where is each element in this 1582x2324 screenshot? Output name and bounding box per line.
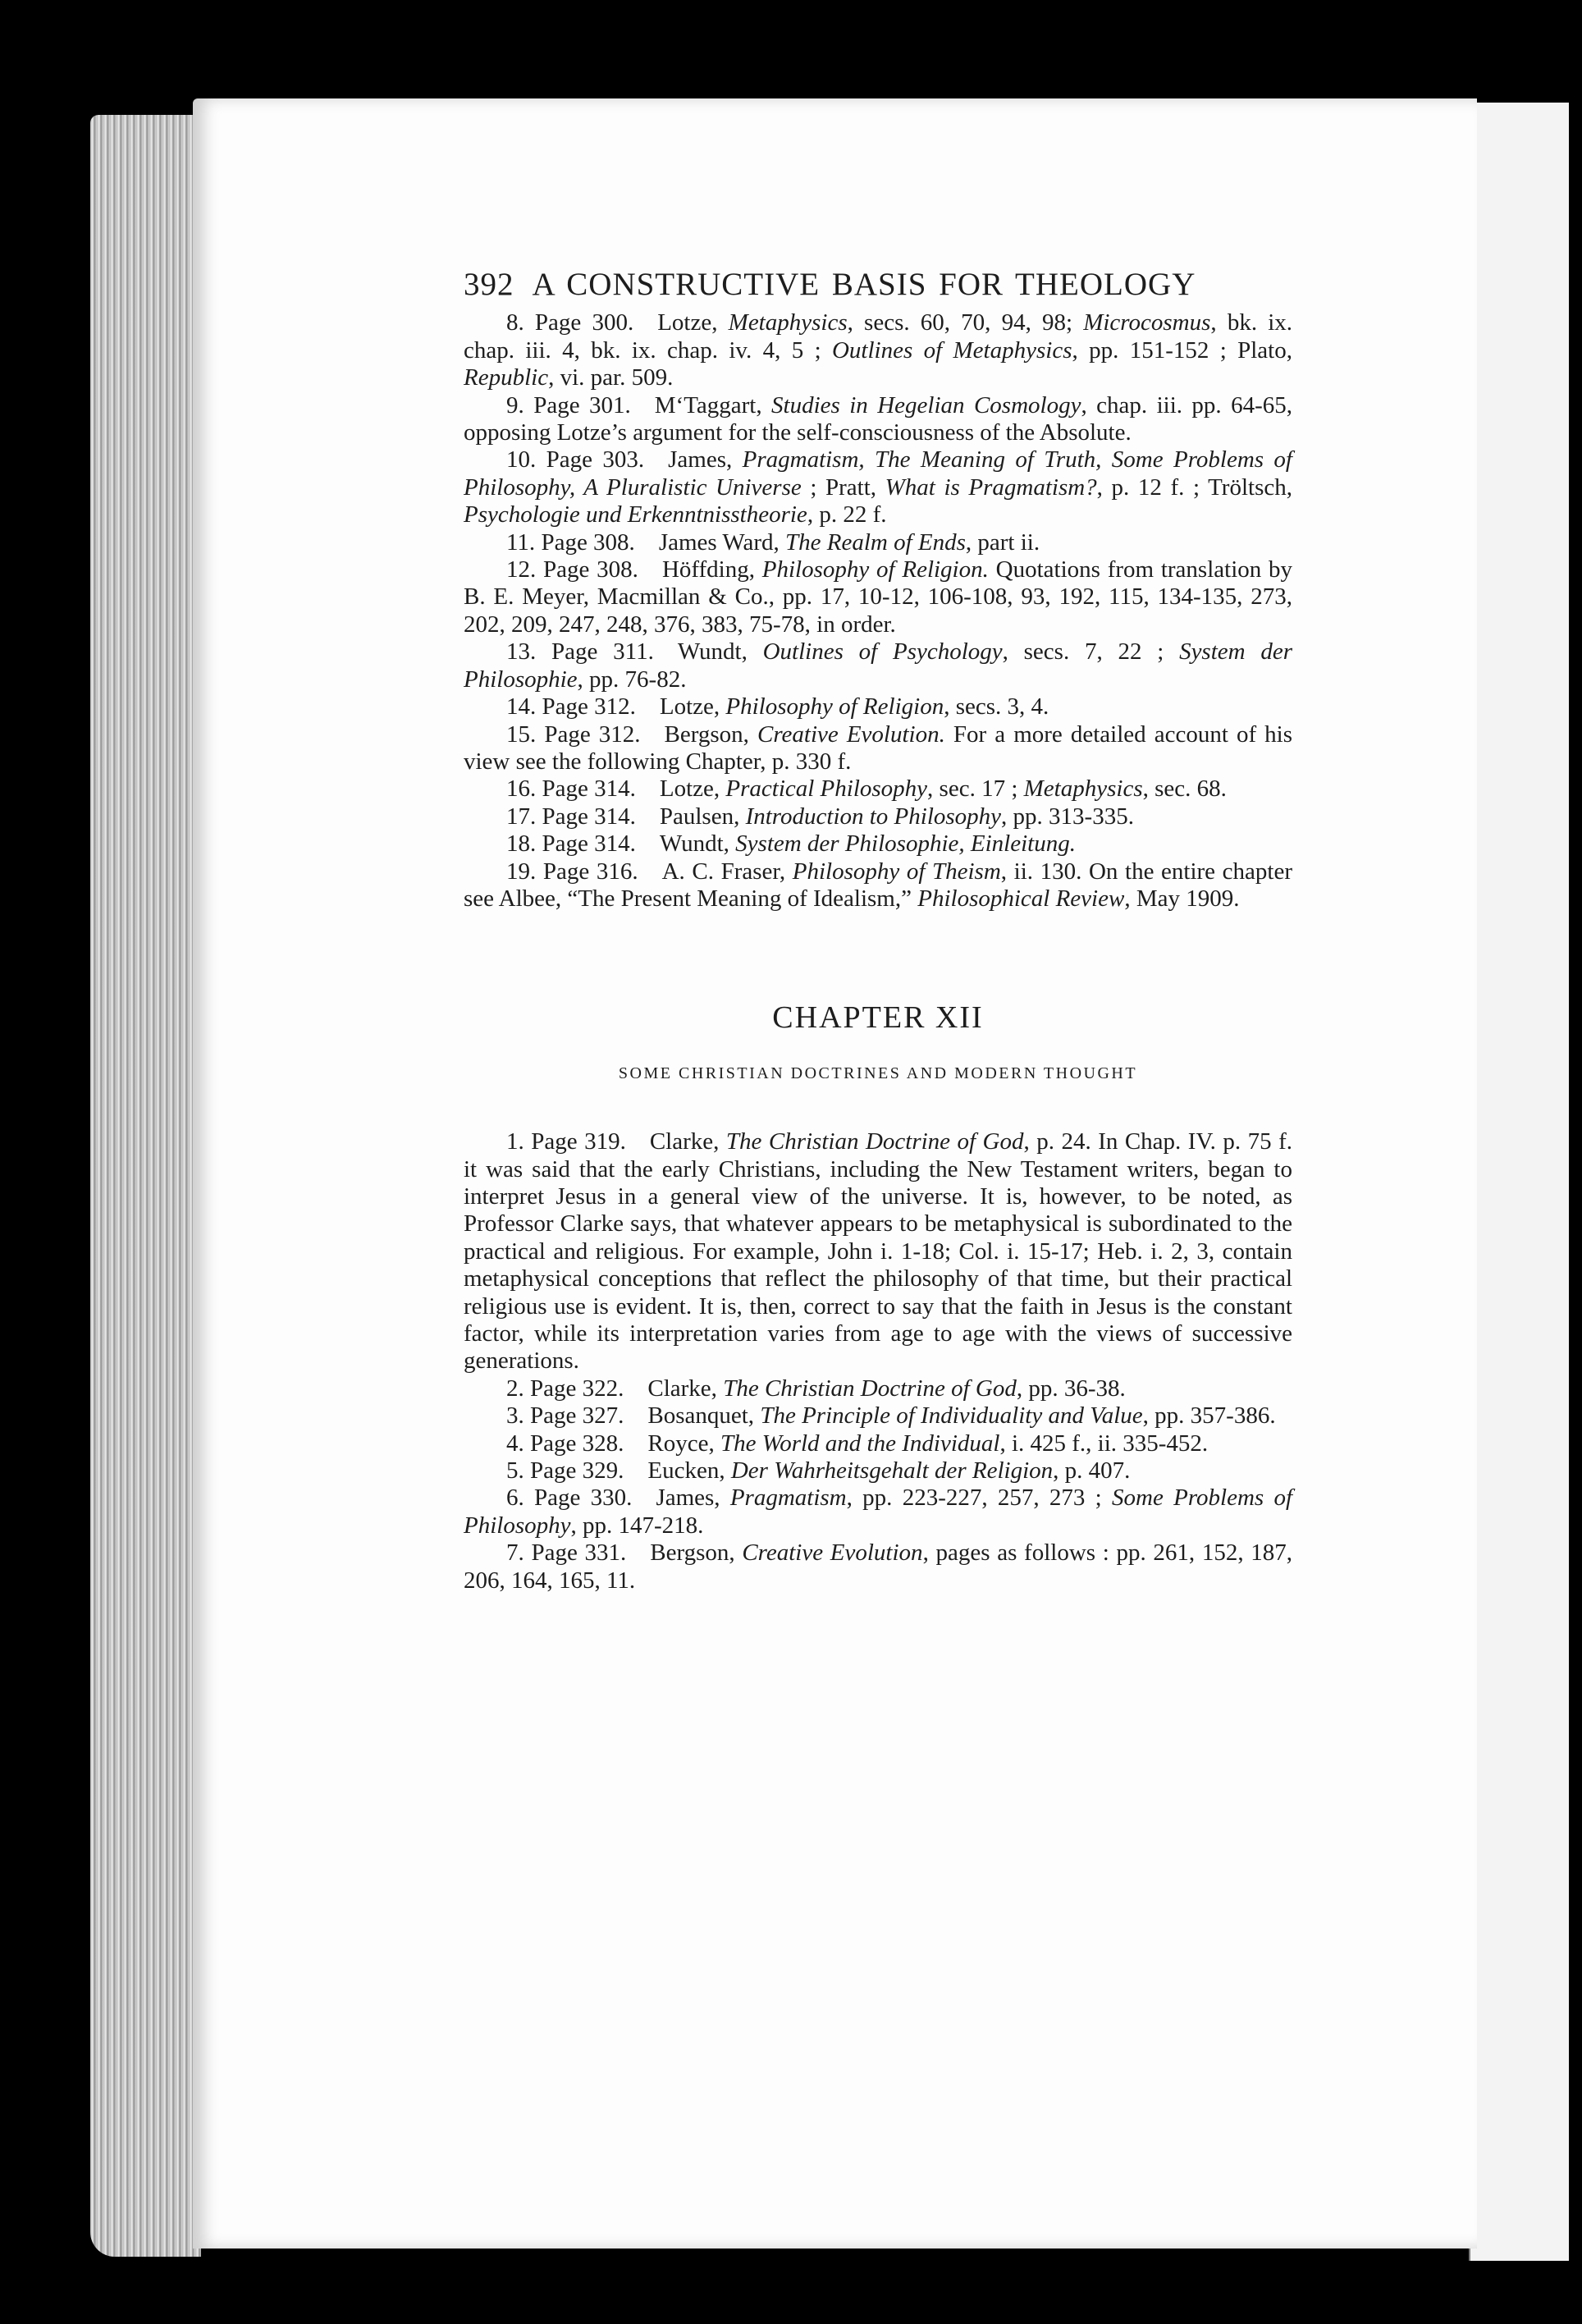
note-page-ref: Page 314.: [542, 803, 636, 830]
note-text: James,: [668, 446, 743, 473]
note-work-title: Studies in Hegelian Cosmology: [771, 391, 1081, 419]
note-number: 7.: [506, 1539, 524, 1567]
note-page-ref: Page 312.: [544, 721, 641, 748]
note-page-ref: Page 300.: [534, 309, 634, 336]
note-text: Bergson,: [664, 721, 757, 748]
note-text: , pp. 36-38.: [1016, 1375, 1126, 1402]
note-work-title: Metaphysics: [1023, 775, 1143, 803]
note-text: Eucken,: [647, 1457, 731, 1485]
note-text: , i. 425 f., ii. 335-452.: [999, 1430, 1209, 1457]
note-text: Lotze,: [659, 775, 726, 803]
note-text: , part ii.: [965, 528, 1040, 556]
note-item: [464, 309, 1292, 391]
note-number: 4.: [506, 1430, 524, 1457]
note-work-title: Republic: [464, 364, 549, 391]
note-text: M‘Taggart,: [654, 391, 772, 419]
note-work-title: What is Pragmatism?: [885, 473, 1097, 501]
note-item: [464, 830, 1292, 858]
note-page-ref: Page 331.: [531, 1539, 627, 1567]
note-item: [464, 775, 1292, 803]
note-number: 18.: [506, 830, 537, 858]
note-item: [464, 1128, 1292, 1375]
note-page-ref: Page 308.: [541, 528, 635, 556]
chapter-title: CHAPTER XII: [772, 1000, 984, 1036]
note-number: 10.: [506, 446, 537, 473]
note-number: 13.: [506, 638, 537, 666]
note-item: [464, 1430, 1292, 1457]
note-work-title: The Christian Doctrine of God: [725, 1128, 1024, 1155]
note-page-ref: Page 312.: [542, 693, 636, 721]
note-item: [464, 1457, 1292, 1485]
note-number: 2.: [506, 1375, 524, 1402]
note-number: 5.: [506, 1457, 524, 1485]
note-page-ref: Page 308.: [543, 556, 638, 583]
note-work-title: The Christian Doctrine of God: [723, 1375, 1017, 1402]
note-number: 11.: [506, 528, 536, 556]
note-work-title: Some Problems of Philosophy: [464, 1485, 1293, 1539]
note-text: , pp. 223-227, 257, 273 ;: [846, 1485, 1113, 1512]
note-work-title: The World and the Individual: [720, 1430, 1000, 1457]
note-work-title: Creative Evolution.: [757, 721, 945, 748]
note-number: 6.: [506, 1485, 524, 1512]
note-text: Bergson,: [650, 1539, 743, 1567]
note-item: [464, 1539, 1292, 1594]
note-page-ref: Page 330.: [534, 1485, 633, 1512]
note-page-ref: Page 314.: [542, 775, 636, 803]
note-page-ref: Page 322.: [530, 1375, 624, 1402]
facing-page-edge: [1469, 103, 1569, 2261]
note-text: , p. 24. In Chap. IV. p. 75 f. it was said that the early Christians, including the New Testament writers, began to interpret Jesus in a general view of the universe. It is, however, to be noted, as Professor Clarke says, that whatever appears to be metaphysical is subordinated to the practical and religious. For example, John i. 1-18; Col. i. 15-17; Heb. i. 2, 3, contain metaphysical conceptions that reflect the philosophy of that time, but their practical religious use is evident. It is, then, correct to say that the faith in Jesus is the constant factor, while its interpretation varies from age to age with the views of successive generations.: [464, 1128, 1293, 1375]
note-text: , chap. iii. pp. 64-65, opposing Lotze’s argument for the self-consciousness of the Absolute.: [464, 391, 1293, 446]
note-number: 12.: [506, 556, 537, 583]
note-work-title: Philosophical Review: [917, 885, 1125, 912]
note-work-title: Outlines of Psychology: [762, 638, 1003, 666]
note-text: , p. 407.: [1053, 1457, 1131, 1485]
note-number: 19.: [506, 858, 537, 885]
note-text: , pp. 76-82.: [577, 666, 687, 693]
note-text: Paulsen,: [659, 803, 746, 830]
note-work-title: The Realm of Ends: [785, 528, 966, 556]
note-text: Quotations from translation by B. E. Meyer, Macmillan & Co., pp. 17, 10-12, 106-108, 93, 192, 115, 134-135, 273, 202, 209, 247, 248, 376, 383, 75-78, in order.: [464, 556, 1293, 638]
note-number: 9.: [506, 391, 524, 419]
note-work-title: Pragmatism, The Meaning of Truth, Some Problems of Philosophy, A Pluralistic Universe: [464, 446, 1292, 501]
note-work-title: Philosophy of Theism: [792, 858, 1001, 885]
note-text: , sec. 68.: [1142, 775, 1227, 803]
note-text: Bosanquet,: [647, 1402, 761, 1430]
note-page-ref: Page 328.: [530, 1430, 624, 1457]
note-work-title: System der Philosophie: [464, 638, 1293, 693]
note-page-ref: Page 319.: [531, 1128, 626, 1155]
note-item: [464, 721, 1292, 776]
note-item: [464, 392, 1292, 447]
note-item: [464, 858, 1292, 913]
note-text: , pp. 151-152 ; Plato,: [1072, 336, 1292, 364]
note-text: ; Pratt,: [801, 473, 885, 501]
note-text: Höffding,: [661, 556, 762, 583]
note-number: 3.: [506, 1402, 524, 1430]
book-title-header: A CONSTRUCTIVE BASIS FOR THEOLOGY: [532, 267, 1196, 302]
note-work-title: Microcosmus: [1083, 309, 1211, 336]
note-text: Wundt,: [659, 830, 736, 858]
note-page-ref: Page 314.: [542, 830, 636, 858]
note-text: James,: [656, 1485, 730, 1512]
page-number: 392: [464, 267, 514, 302]
note-text: Lotze,: [657, 309, 729, 336]
note-item: [464, 803, 1292, 830]
note-work-title: Pragmatism: [729, 1485, 847, 1512]
note-work-title: Philosophy of Religion: [725, 693, 944, 721]
chapter-subtitle: SOME CHRISTIAN DOCTRINES AND MODERN THOUGHT: [618, 1064, 1138, 1082]
note-text: , ii. 130. On the entire chapter see Albee, “The Present Meaning of Idealism,”: [464, 858, 1292, 912]
note-page-ref: Page 316.: [542, 858, 638, 885]
note-text: For a more detailed account of his view see the following Chapter, p. 330 f.: [464, 721, 1293, 775]
note-text: A. C. Fraser,: [661, 858, 793, 885]
note-text: , secs. 60, 70, 94, 98;: [847, 309, 1084, 336]
note-page-ref: Page 329.: [530, 1457, 624, 1485]
page-text-block: [464, 267, 1293, 1594]
note-number: 16.: [506, 775, 537, 803]
note-number: 14.: [506, 693, 537, 721]
note-page-ref: Page 327.: [530, 1402, 624, 1430]
note-number: 8.: [506, 309, 524, 336]
note-page-ref: Page 301.: [533, 391, 631, 419]
note-item: [464, 1402, 1292, 1430]
note-text: , May 1909.: [1124, 885, 1240, 912]
note-item: [464, 1485, 1292, 1539]
note-text: , bk. ix. chap. iii. 4, bk. ix. chap. iv. 4, 5 ;: [464, 309, 1293, 364]
note-work-title: Outlines of Metaphysics: [831, 336, 1072, 364]
note-number: 15.: [506, 721, 537, 748]
note-text: , vi. par. 509.: [548, 364, 674, 391]
note-text: James Ward,: [658, 528, 785, 556]
note-text: , sec. 17 ;: [927, 775, 1024, 803]
note-page-ref: Page 303.: [546, 446, 645, 473]
note-work-title: Philosophy of Religion.: [761, 556, 989, 583]
note-page-ref: Page 311.: [551, 638, 654, 666]
note-number: 17.: [506, 803, 537, 830]
note-item: [464, 556, 1292, 638]
note-text: , p. 12 f. ; Tröltsch,: [1096, 473, 1292, 501]
note-work-title: Metaphysics: [728, 309, 848, 336]
note-text: Clarke,: [647, 1375, 724, 1402]
note-text: Lotze,: [659, 693, 726, 721]
note-text: , pages as follows : pp. 261, 152, 187, 206, 164, 165, 11.: [464, 1539, 1293, 1594]
note-item: [464, 693, 1292, 721]
running-head: [464, 267, 1292, 302]
note-item: [464, 529, 1292, 556]
book-page-edges: [90, 115, 201, 2257]
note-work-title: The Principle of Individuality and Value: [760, 1402, 1143, 1430]
note-number: 1.: [506, 1128, 524, 1155]
note-work-title: System der Philosophie, Einleitung.: [735, 830, 1076, 858]
notes-previous-chapter: [464, 309, 1292, 913]
note-item: [464, 638, 1292, 693]
note-text: Royce,: [647, 1430, 720, 1457]
note-work-title: Psychologie und Erkenntnisstheorie: [464, 501, 807, 528]
notes-chapter-xii: [464, 1128, 1292, 1594]
note-text: , secs. 3, 4.: [944, 693, 1049, 721]
note-text: , pp. 357-386.: [1142, 1402, 1276, 1430]
note-text: , pp. 313-335.: [1001, 803, 1134, 830]
note-work-title: Practical Philosophy: [725, 775, 928, 803]
note-text: Wundt,: [677, 638, 763, 666]
note-text: Clarke,: [649, 1128, 726, 1155]
note-text: , pp. 147-218.: [570, 1512, 704, 1539]
note-text: , secs. 7, 22 ;: [1002, 638, 1180, 666]
note-item: [464, 446, 1292, 528]
note-text: , p. 22 f.: [807, 501, 887, 528]
note-work-title: Creative Evolution: [742, 1539, 923, 1567]
note-work-title: Der Wahrheitsgehalt der Religion: [730, 1457, 1054, 1485]
note-item: [464, 1375, 1292, 1402]
note-work-title: Introduction to Philosophy: [745, 803, 1002, 830]
